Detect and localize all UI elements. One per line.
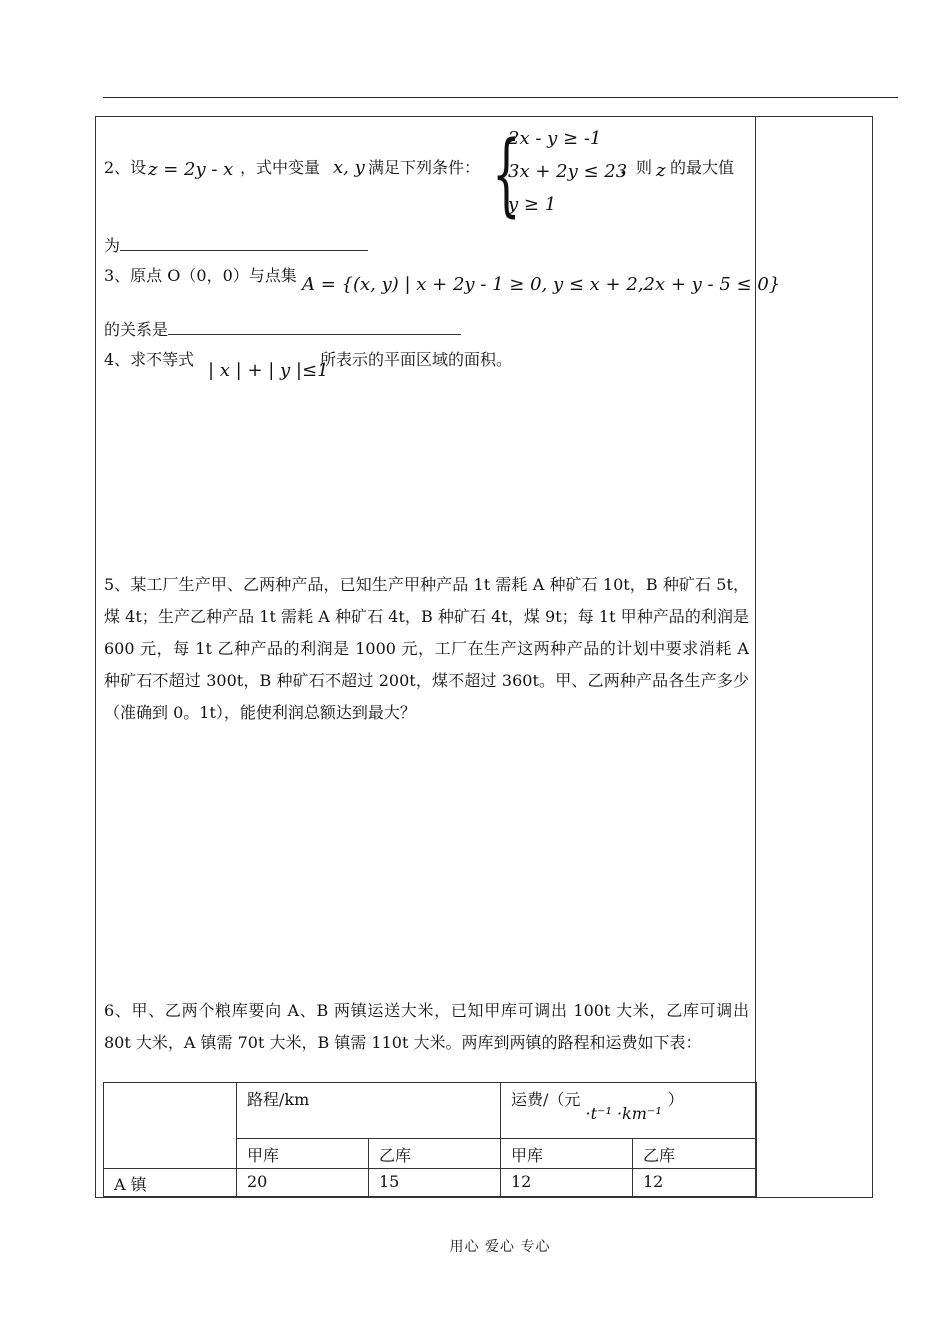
q2-cond: 满足下列条件： bbox=[368, 158, 481, 177]
q2-ineq1: 2x - y ≥ -1 bbox=[508, 128, 602, 149]
table-corner-cell bbox=[104, 1083, 237, 1169]
header-cost-prefix: 运费/（元 bbox=[511, 1090, 581, 1109]
q2-then: ，则 bbox=[620, 158, 653, 177]
header-route: 路程/km bbox=[237, 1083, 501, 1139]
sub-header-jia-route: 甲库 bbox=[237, 1139, 369, 1169]
cell-a-jia-cost: 12 bbox=[501, 1169, 633, 1197]
q2-zvar: z bbox=[656, 160, 666, 181]
cell-a-yi-cost: 12 bbox=[633, 1169, 757, 1197]
q2-ineq3: y ≥ 1 bbox=[508, 194, 557, 215]
q2-wei: 为 bbox=[104, 236, 121, 255]
header-cost-unit: ·t⁻¹ ·km⁻¹ bbox=[585, 1104, 662, 1123]
q3-relation: 的关系是 bbox=[104, 320, 169, 339]
header-cost bbox=[501, 1083, 757, 1139]
q3-blank bbox=[168, 320, 461, 335]
header-rule bbox=[103, 97, 898, 98]
q2-brace: { bbox=[492, 122, 521, 227]
q4-expr: | x | + | y |≤1 bbox=[208, 360, 329, 381]
cell-a-jia-route: 20 bbox=[237, 1169, 369, 1197]
q2-vars: x, y bbox=[333, 157, 365, 178]
header-cost-suffix: ） bbox=[667, 1090, 684, 1109]
q2-answer-line bbox=[104, 236, 368, 256]
q5-text: 5、某工厂生产甲、乙两种产品，已知生产甲种产品 1t 需耗 A 种矿石 10t，B 种矿石 5t，煤 4t；生产乙种产品 1t 需耗 A 种矿石 4t，B 种矿石 4t，煤 9t；每 1t 甲种产品的利润是 600 元，每 1t 乙种产品的利润是 1000 元，工厂在生产这两种产品的计划中要求消耗 A 种矿石不超过 300t，B 种矿石不超过 200t，煤不超过 360t。甲、乙两种产品各生产多少（准确到 0。1t），能使利润总额达到最大？ bbox=[104, 575, 749, 722]
q2-ineq2: 3x + 2y ≤ 23 bbox=[508, 161, 628, 182]
route-cost-table bbox=[103, 1082, 757, 1197]
q4-prefix: 4、求不等式 bbox=[104, 350, 195, 369]
q2-mid: ，式中变量 bbox=[240, 158, 321, 177]
sub-header-yi-cost: 乙库 bbox=[633, 1139, 757, 1169]
q3-answer-line bbox=[104, 320, 461, 340]
sub-header-jia-cost: 甲库 bbox=[501, 1139, 633, 1169]
page-footer: 用心 爱心 专心 bbox=[449, 1239, 551, 1255]
row-label-a-town: A 镇 bbox=[104, 1169, 237, 1197]
q2-prefix: 2、设 bbox=[104, 158, 147, 177]
q6-text: 6、甲、乙两个粮库要向 A、B 两镇运送大米，已知甲库可调出 100t 大米，乙库可调出 80t 大米，A 镇需 70t 大米，B 镇需 110t 大米。两库到两镇的路程和运费如下表： bbox=[104, 1001, 749, 1052]
sub-header-yi-route: 乙库 bbox=[369, 1139, 501, 1169]
q3-set: A = {(x, y) | x + 2y - 1 ≥ 0, y ≤ x + 2,2x + y - 5 ≤ 0} bbox=[302, 274, 781, 295]
q4-suffix: 所表示的平面区域的面积。 bbox=[320, 350, 513, 369]
q2-blank bbox=[120, 236, 368, 251]
q2-suffix: 的最大值 bbox=[670, 158, 735, 177]
q2-expr: z = 2y - x bbox=[148, 159, 234, 180]
q3-prefix: 3、原点 O（0，0）与点集 bbox=[104, 266, 297, 285]
cell-a-yi-route: 15 bbox=[369, 1169, 501, 1197]
